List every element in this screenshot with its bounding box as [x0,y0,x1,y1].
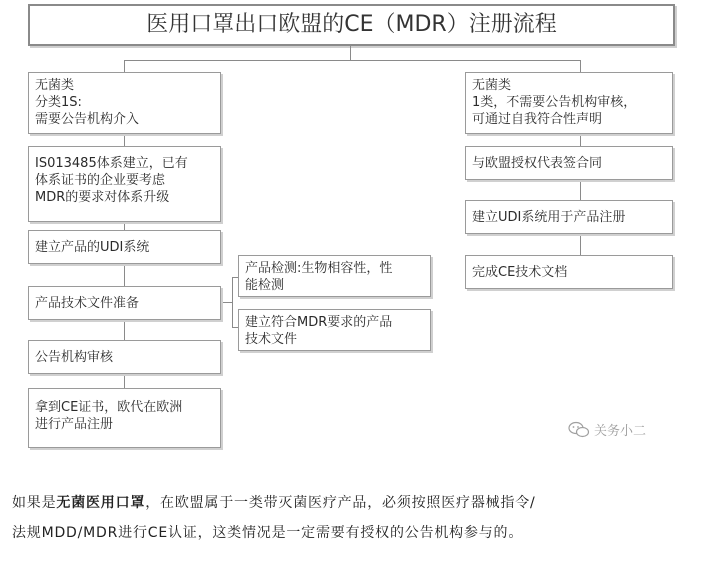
sterile-class-line1: 无菌类 [35,78,75,93]
connector-title-stem [350,46,351,60]
ce-tech-file-label: 完成CE技术文档 [472,265,568,280]
connector-right-drop [580,60,581,72]
iso-system-line3: MDR的要求对体系升级 [35,190,170,205]
wechat-icon [568,421,590,439]
product-testing-line1: 产品检测:生物相容性，性 [245,261,393,276]
ce-certificate-line2: 进行产品注册 [35,417,114,432]
watermark [568,420,646,439]
tech-docs-label: 产品技术文件准备 [35,296,140,311]
iso-system-box [28,146,221,222]
sterile-class-line2: 分类1S: [35,95,82,110]
watermark-text: 关务小二 [594,424,647,439]
notified-body-review-box [28,340,221,374]
sterile-class-line3: 需要公告机构介入 [35,112,140,127]
connector-branch-vertical [232,277,233,327]
udi-system-label: 建立产品的UDI系统 [35,240,150,255]
mdr-tech-docs-box [238,309,431,351]
udi-system-box [28,230,221,264]
udi-registration-box [465,200,673,234]
iso-system-line2: 体系证书的企业要考虑 [35,173,166,188]
udi-registration-label: 建立UDI系统用于产品注册 [472,210,626,225]
notified-body-review-label: 公告机构审核 [35,350,114,365]
connector-left-drop [124,60,125,72]
iso-system-line1: IS013485体系建立，已有 [35,156,188,171]
description-paragraph [12,488,692,548]
eu-rep-contract-label: 与欧盟授权代表签合同 [472,156,603,171]
tech-docs-box [28,286,221,320]
ce-certificate-line1: 拿到CE证书，欧代在欧洲 [35,400,183,415]
nonsterile-class-line2: 1类，不需要公告机构审核， [472,95,637,110]
connector-top-bar [124,60,581,61]
sterile-class-box [28,72,221,134]
product-testing-box [238,255,431,297]
page-title: 医用口罩出口欧盟的CE（MDR）注册流程 [28,4,675,46]
mdr-tech-docs-line1: 建立符合MDR要求的产品 [245,315,393,330]
connector-branch-horizontal [222,302,232,303]
mdr-tech-docs-line2: 技术文件 [245,332,298,347]
nonsterile-class-line1: 无菌类 [472,78,512,93]
ce-certificate-box [28,388,221,448]
paragraph-line1-pre: 如果是 [12,495,57,511]
paragraph-line1-bold: 无菌医用口罩 [56,495,146,511]
nonsterile-class-box [465,72,673,134]
ce-tech-file-box [465,255,673,289]
product-testing-line2: 能检测 [245,278,285,293]
paragraph-line2: 法规MDD/MDR进行CE认证，这类情况是一定需要有授权的公告机构参与的。 [12,525,524,541]
nonsterile-class-line3: 可通过自我符合性声明 [472,112,603,127]
eu-rep-contract-box [465,146,673,180]
paragraph-line1-post: ，在欧盟属于一类带灭菌医疗产品，必须按照医疗器械指令/ [145,495,536,511]
